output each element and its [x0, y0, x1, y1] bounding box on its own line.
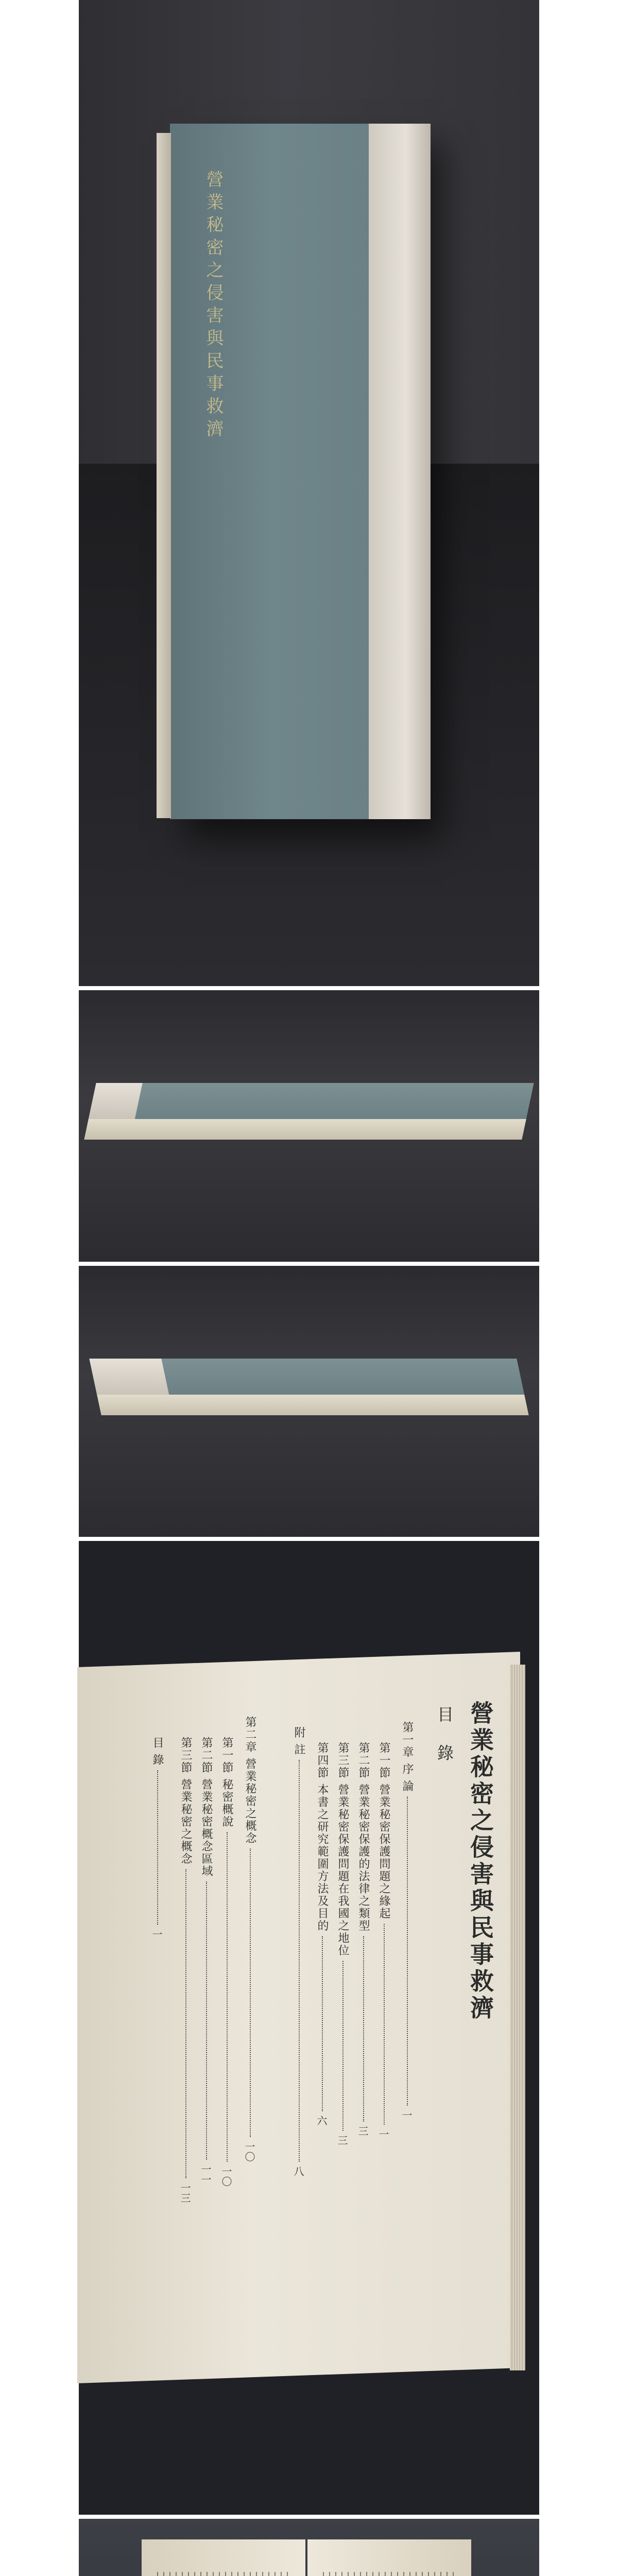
book-lying-flat	[84, 1083, 534, 1140]
book-page-edge	[97, 1395, 529, 1415]
toc-entry: 第二節 營業秘密保護的法律之類型 三	[356, 1742, 370, 2136]
toc-entry: 附 註 八	[292, 1726, 305, 2176]
contents-book-title: 營業秘密之侵害與民事救濟	[467, 1701, 494, 2022]
photo-contents-page	[0, 1541, 618, 2515]
left-page	[142, 2539, 305, 2576]
book-front	[170, 124, 427, 819]
spine-title: 營業秘密之侵害與民事救濟	[203, 170, 224, 442]
toc-entry: 第二章 營業秘密之概念 一〇	[243, 1716, 256, 2162]
photo-standing-book	[0, 0, 618, 986]
toc-entry: 第二節 營業秘密概念區域 一一	[199, 1737, 213, 2184]
toc-entry: 第一節 營業秘密保護問題之緣起 一	[377, 1742, 390, 2139]
photo-book-flat-2	[0, 1266, 618, 1537]
book-page-edge	[157, 133, 171, 818]
book-cover-top	[89, 1083, 534, 1119]
toc-entry: 第三節 營業秘密保護問題在我國之地位 三	[336, 1742, 349, 2145]
toc-entry: 第三節 營業秘密之概念 一三	[179, 1737, 192, 2203]
book-spine	[369, 124, 431, 819]
contents-heading: 目 錄	[435, 1706, 454, 1769]
toc-entry: 第一章 序 論 一	[400, 1721, 414, 2120]
book-lying-flat	[89, 1359, 528, 1415]
book-spine-strip	[89, 1359, 169, 1395]
photo-open-spread-1	[0, 2519, 618, 2576]
right-page	[307, 2539, 471, 2576]
photo-book-flat-1	[0, 990, 618, 1262]
toc-entry: 第四節 本書之研究範圍方法及目的 六	[315, 1742, 329, 2126]
open-book-spread	[142, 2539, 471, 2576]
page-stack-edge	[510, 1665, 525, 2370]
book-spine-strip	[89, 1083, 143, 1119]
book-page-edge	[84, 1119, 526, 1140]
toc-entry: 目 錄 一	[150, 1737, 164, 1939]
toc-entry: 第一節 秘密概說 一〇	[220, 1737, 233, 2187]
